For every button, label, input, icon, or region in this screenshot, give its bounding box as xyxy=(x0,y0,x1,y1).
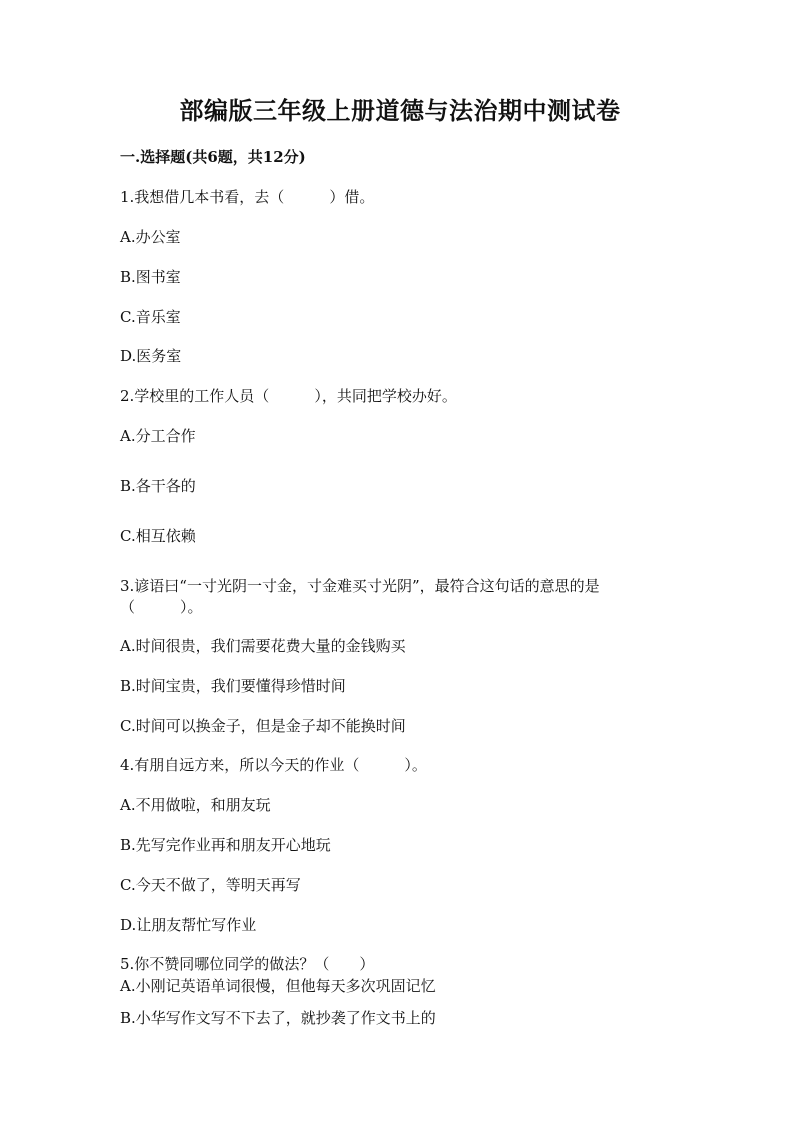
question-1-option-c: C.音乐室 xyxy=(120,308,181,326)
question-1-option-d: D.医务室 xyxy=(120,347,182,365)
question-3-stem-line-1: 3.谚语曰“一寸光阴一寸金，寸金难买寸光阴”，最符合这句话的意思的是 xyxy=(120,577,600,595)
question-5-stem: 5.你不赞同哪位同学的做法？（ ） xyxy=(120,955,375,973)
question-2-option-c: C.相互依赖 xyxy=(120,527,196,545)
page-title: 部编版三年级上册道德与法治期中测试卷 xyxy=(179,96,621,125)
question-5-option-a: A.小刚记英语单词很慢，但他每天多次巩固记忆 xyxy=(120,977,436,995)
question-4-option-d: D.让朋友帮忙写作业 xyxy=(120,916,257,934)
question-2-stem: 2.学校里的工作人员（ ），共同把学校办好。 xyxy=(120,387,457,405)
question-3-option-a: A.时间很贵，我们需要花费大量的金钱购买 xyxy=(120,637,406,655)
question-1-stem: 1.我想借几本书看，去（ ）借。 xyxy=(120,188,375,206)
question-2-option-b: B.各干各的 xyxy=(120,477,196,495)
question-3-stem-line-2: （ ）。 xyxy=(120,598,203,616)
question-3-option-c: C.时间可以换金子，但是金子却不能换时间 xyxy=(120,717,406,735)
question-2-option-a: A.分工合作 xyxy=(120,427,196,445)
question-4-option-b: B.先写完作业再和朋友开心地玩 xyxy=(120,836,331,854)
question-4-option-c: C.今天不做了，等明天再写 xyxy=(120,876,301,894)
question-4-stem: 4.有朋自远方来，所以今天的作业（ ）。 xyxy=(120,756,427,774)
question-4-option-a: A.不用做啦，和朋友玩 xyxy=(120,796,271,814)
section-heading: 一.选择题(共6题，共12分) xyxy=(120,148,306,166)
question-5-option-b: B.小华写作文写不下去了，就抄袭了作文书上的 xyxy=(120,1009,436,1027)
question-1-option-b: B.图书室 xyxy=(120,268,181,286)
question-3-option-b: B.时间宝贵，我们要懂得珍惜时间 xyxy=(120,677,346,695)
question-1-option-a: A.办公室 xyxy=(120,228,181,246)
